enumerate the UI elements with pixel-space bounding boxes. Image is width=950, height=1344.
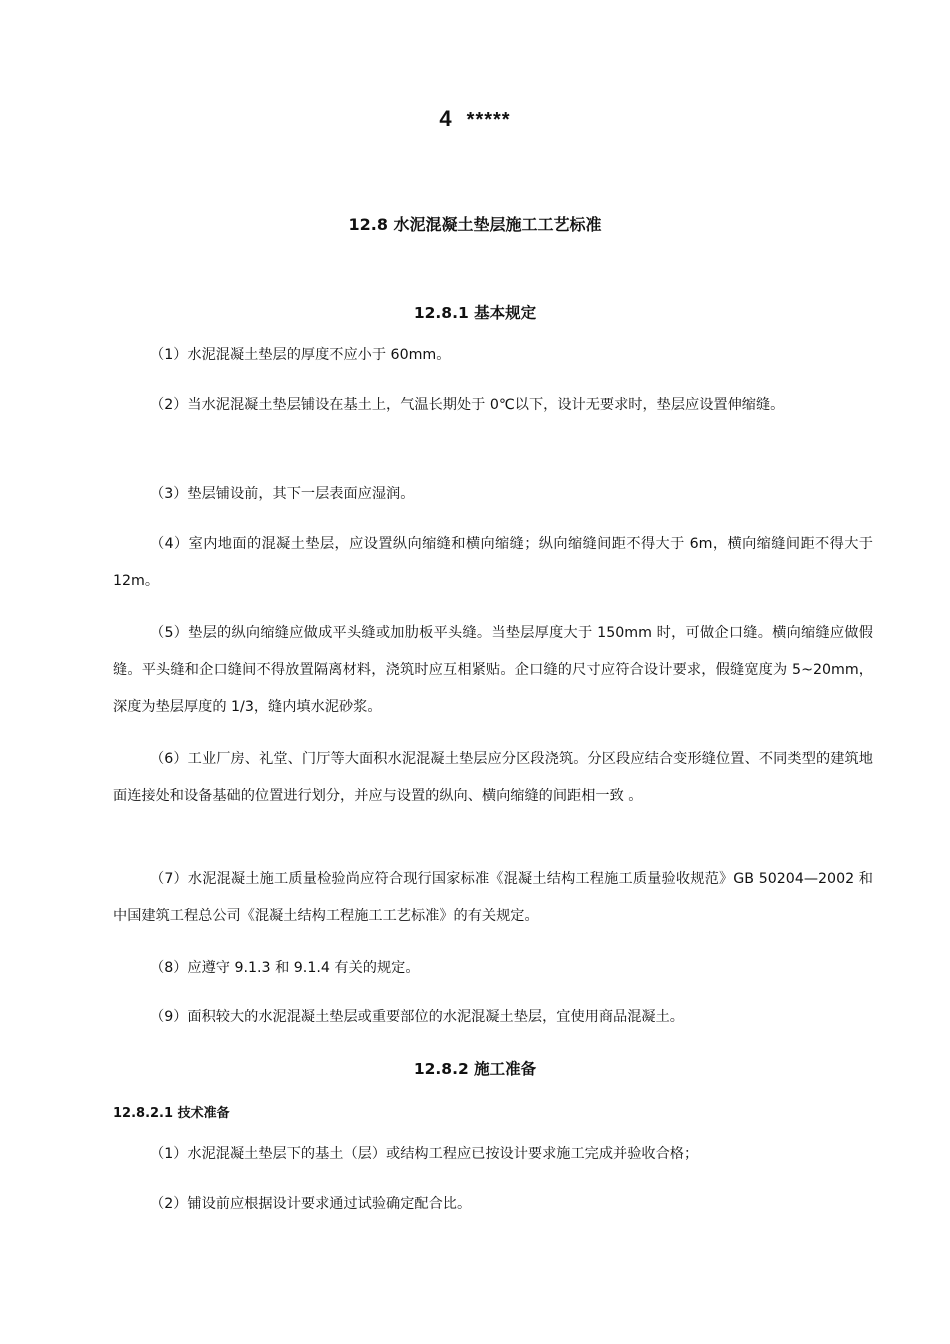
rule-item-7: （7）水泥混凝土施工质量检验尚应符合现行国家标准《混凝土结构工程施工质量验收规范》GB 50204—2002 和中国建筑工程总公司《混凝土结构工程施工工艺标准》的有关规定。	[113, 871, 873, 924]
rule-item-2: （2）当水泥混凝土垫层铺设在基土上，气温长期处于 0℃以下，设计无要求时，垫层应设置伸缩缝。	[150, 397, 785, 413]
rule-item-4: （4）室内地面的混凝土垫层，应设置纵向缩缝和横向缩缝；纵向缩缝间距不得大于 6m，横向缩缝间距不得大于 12m。	[113, 536, 873, 589]
rule-item-6: （6）工业厂房、礼堂、门厅等大面积水泥混凝土垫层应分区段浇筑。分区段应结合变形缝位置、不同类型的建筑地面连接处和设备基础的位置进行划分，并应与设置的纵向、横向缩缝的间距相一致 。	[113, 751, 873, 804]
subsection-heading-preparation: 12.8.2 施工准备	[413, 1060, 537, 1078]
rule-item-1: （1）水泥混凝土垫层的厚度不应小于 60mm。	[150, 347, 451, 363]
subsection-heading-basic-rules: 12.8.1 基本规定	[413, 304, 537, 322]
rule-item-8: （8）应遵守 9.1.3 和 9.1.4 有关的规定。	[150, 960, 420, 976]
rule-item-5: （5）垫层的纵向缩缝应做成平头缝或加肋板平头缝。当垫层厚度大于 150mm 时，可做企口缝。横向缩缝应做假缝。平头缝和企口缝间不得放置隔离材料，浇筑时应互相紧贴。企口缝的尺寸应符合设计要求，假缝宽度为 5~20mm，深度为垫层厚度的 1/3，缝内填水泥砂浆。	[113, 625, 873, 715]
rule-item-9: （9）面积较大的水泥混凝土垫层或重要部位的水泥混凝土垫层，宜使用商品混凝土。	[150, 1009, 684, 1025]
chapter-number: 4	[439, 106, 453, 131]
prep-item-2: （2）铺设前应根据设计要求通过试验确定配合比。	[150, 1196, 472, 1212]
prep-item-1: （1）水泥混凝土垫层下的基土（层）或结构工程应已按设计要求施工完成并验收合格；	[150, 1146, 699, 1162]
chapter-heading	[0, 106, 950, 132]
subsubsection-heading-technical: 12.8.2.1 技术准备	[113, 1106, 230, 1121]
section-title: 12.8 水泥混凝土垫层施工工艺标准	[348, 215, 602, 234]
rule-item-3: （3）垫层铺设前，其下一层表面应湿润。	[150, 486, 415, 502]
chapter-title-masked: *****	[466, 109, 511, 131]
